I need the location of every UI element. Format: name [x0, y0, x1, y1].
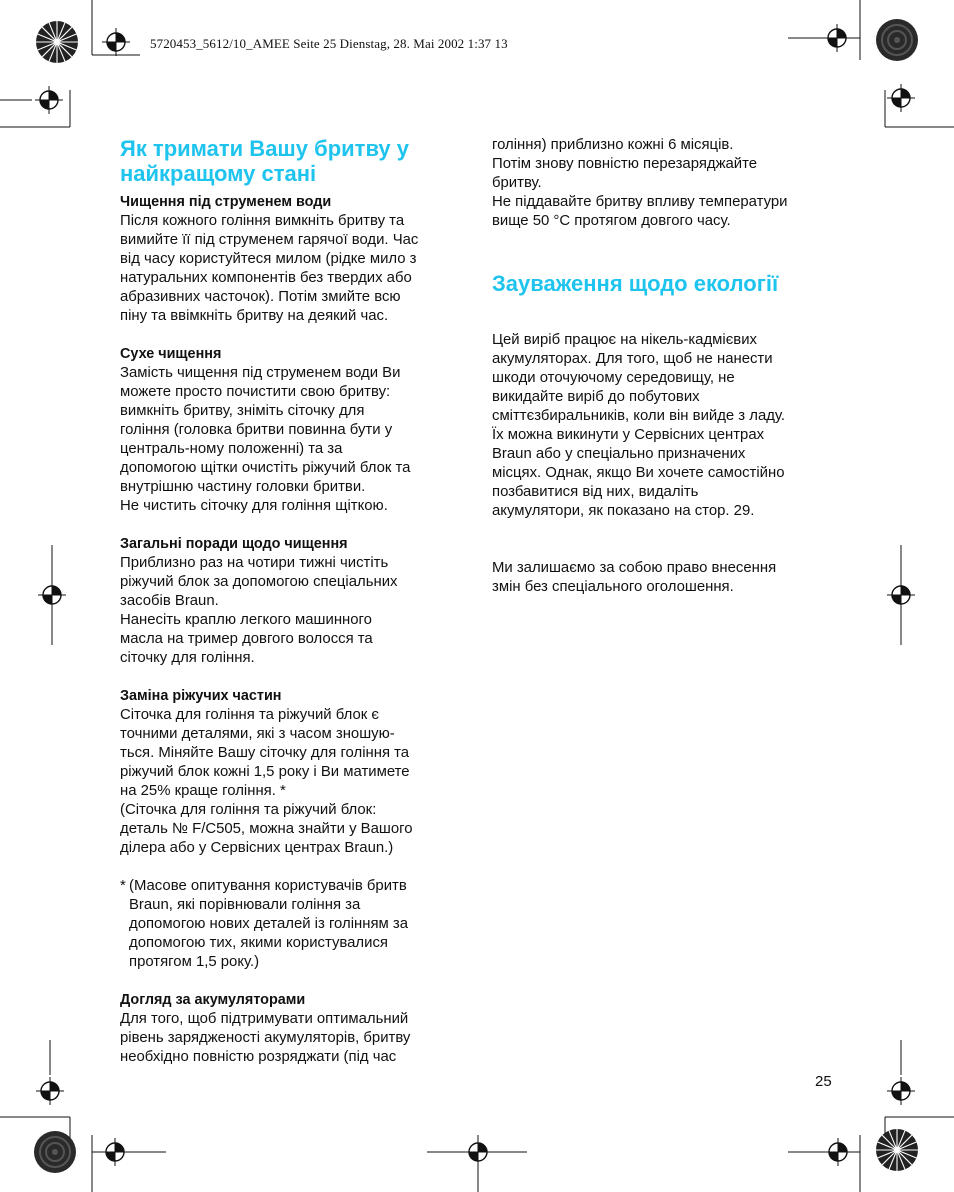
text-line: вимийте її під струменем гарячої води. Час [120, 232, 419, 248]
left-column [120, 136, 465, 1067]
page-title: Як тримати Вашу бритву у найкращому стані [120, 136, 409, 186]
right-column [492, 136, 837, 597]
page-number: 25 [815, 1073, 832, 1090]
section-parts-replacement [120, 687, 465, 858]
text-line: змін без спеціального оголошення. [492, 579, 734, 595]
text-line: рівень зарядженості акумуляторів, бритву [120, 1030, 411, 1046]
print-info-header: 5720453_5612/10_AMEE Seite 25 Dienstag, 28. Mai 2002 1:37 13 [150, 36, 508, 51]
text-line: точними деталями, які з часом зношую- [120, 726, 395, 742]
text-line: Ми залишаємо за собою право внесення [492, 560, 777, 576]
text-line: засобів Braun. [120, 593, 219, 609]
text-line: (Сіточка для гоління та ріжучий блок: [120, 802, 377, 818]
text-line: від часу користуйтеся милом (рідке мило з [120, 251, 417, 267]
text-line: централь-ному положенні) та за [120, 441, 343, 457]
text-line: гоління (головка бритви повинна бути у [120, 422, 393, 438]
text-line: викидайте виріб до побутових [492, 389, 700, 405]
eco-title: Зауваження щодо екології [492, 271, 779, 296]
text-line: сіточку для гоління. [120, 650, 255, 666]
text-line: Braun, які порівнювали гоління за [129, 897, 361, 913]
text-line: шкоди оточуючому середовищу, не [492, 370, 735, 386]
footnote-star: * [120, 878, 126, 894]
text-line: Їх можна викинути у Сервісних центрах [492, 427, 765, 443]
text-line: вище 50 °C протягом довгого часу. [492, 213, 731, 229]
text-line: Нанесіть краплю легкого машинного [120, 612, 372, 628]
text-line: необхідно повністю розряджати (під час [120, 1049, 397, 1065]
text-line: акумуляторах. Для того, щоб не нанести [492, 351, 773, 367]
section-rinse [120, 193, 465, 326]
text-line: Не чистить сіточку для гоління щіткою. [120, 498, 388, 514]
text-line: Після кожного гоління вимкніть бритву та [120, 213, 405, 229]
text-line: масла на тример довгого волосся та [120, 631, 373, 647]
text-line: ріжучий блок кожні 1,5 року і Ви матимете [120, 764, 410, 780]
section-heading: Чищення під струменем води [120, 194, 332, 210]
section-battery-care [120, 991, 465, 1067]
text-line: бритву. [492, 175, 542, 191]
text-line: гоління) приблизно кожні 6 місяців. [492, 137, 734, 153]
text-line: допомогою тих, якими користувалися [129, 935, 388, 951]
text-line: ріжучий блок за допомогою спеціальних [120, 574, 398, 590]
text-line: Не піддавайте бритву впливу температури [492, 194, 788, 210]
text-line: натуральних компонентів без твердих або [120, 270, 412, 286]
text-line: Замість чищення під струменем води Ви [120, 365, 401, 381]
section-general-cleaning [120, 535, 465, 668]
text-line: Приблизно раз на чотири тижні чистіть [120, 555, 389, 571]
battery-continuation [492, 136, 837, 231]
text-line: Сіточка для гоління та ріжучий блок є [120, 707, 379, 723]
text-line: деталь № F/C505, можна знайти у Вашого [120, 821, 413, 837]
eco-section [492, 331, 837, 521]
section-heading: Догляд за акумуляторами [120, 992, 306, 1008]
text-line: ділера або у Сервісних центрах Braun.) [120, 840, 394, 856]
change-notice [492, 559, 837, 597]
text-line: сміттєзбиральників, коли він вийде з ладу. [492, 408, 786, 424]
text-line: (Масове опитування користувачів бритв [129, 878, 407, 894]
text-line: протягом 1,5 року.) [129, 954, 260, 970]
text-line: вимкніть бритву, зніміть сіточку для [120, 403, 365, 419]
section-heading: Загальні поради щодо чищення [120, 536, 348, 552]
section-heading: Сухе чищення [120, 346, 222, 362]
text-line: можете просто почистити свою бритву: [120, 384, 391, 400]
text-line: Braun або у спеціально призначених [492, 446, 746, 462]
text-line: місцях. Однак, якщо Ви хочете самостійно [492, 465, 785, 481]
text-line: позбавитися від них, видаліть [492, 484, 699, 500]
text-line: Для того, щоб підтримувати оптимальний [120, 1011, 409, 1027]
text-line: на 25% краще гоління. * [120, 783, 286, 799]
text-line: Цей виріб працює на нікель-кадмієвих [492, 332, 757, 348]
footnote [120, 877, 465, 972]
text-line: допомогою щітки очистіть ріжучий блок та [120, 460, 411, 476]
section-heading: Заміна ріжучих частин [120, 688, 282, 704]
text-line: внутрішню частину головки бритви. [120, 479, 366, 495]
text-line: акумулятори, як показано на стор. 29. [492, 503, 755, 519]
text-line: Потім знову повністю перезаряджайте [492, 156, 758, 172]
text-line: піну та ввімкніть бритву на деякий час. [120, 308, 389, 324]
section-dry-cleaning [120, 345, 465, 516]
text-line: абразивних часточок). Потім змийте всю [120, 289, 401, 305]
text-line: ться. Міняйте Вашу сіточку для гоління та [120, 745, 410, 761]
text-line: допомогою нових деталей із голінням за [129, 916, 408, 932]
